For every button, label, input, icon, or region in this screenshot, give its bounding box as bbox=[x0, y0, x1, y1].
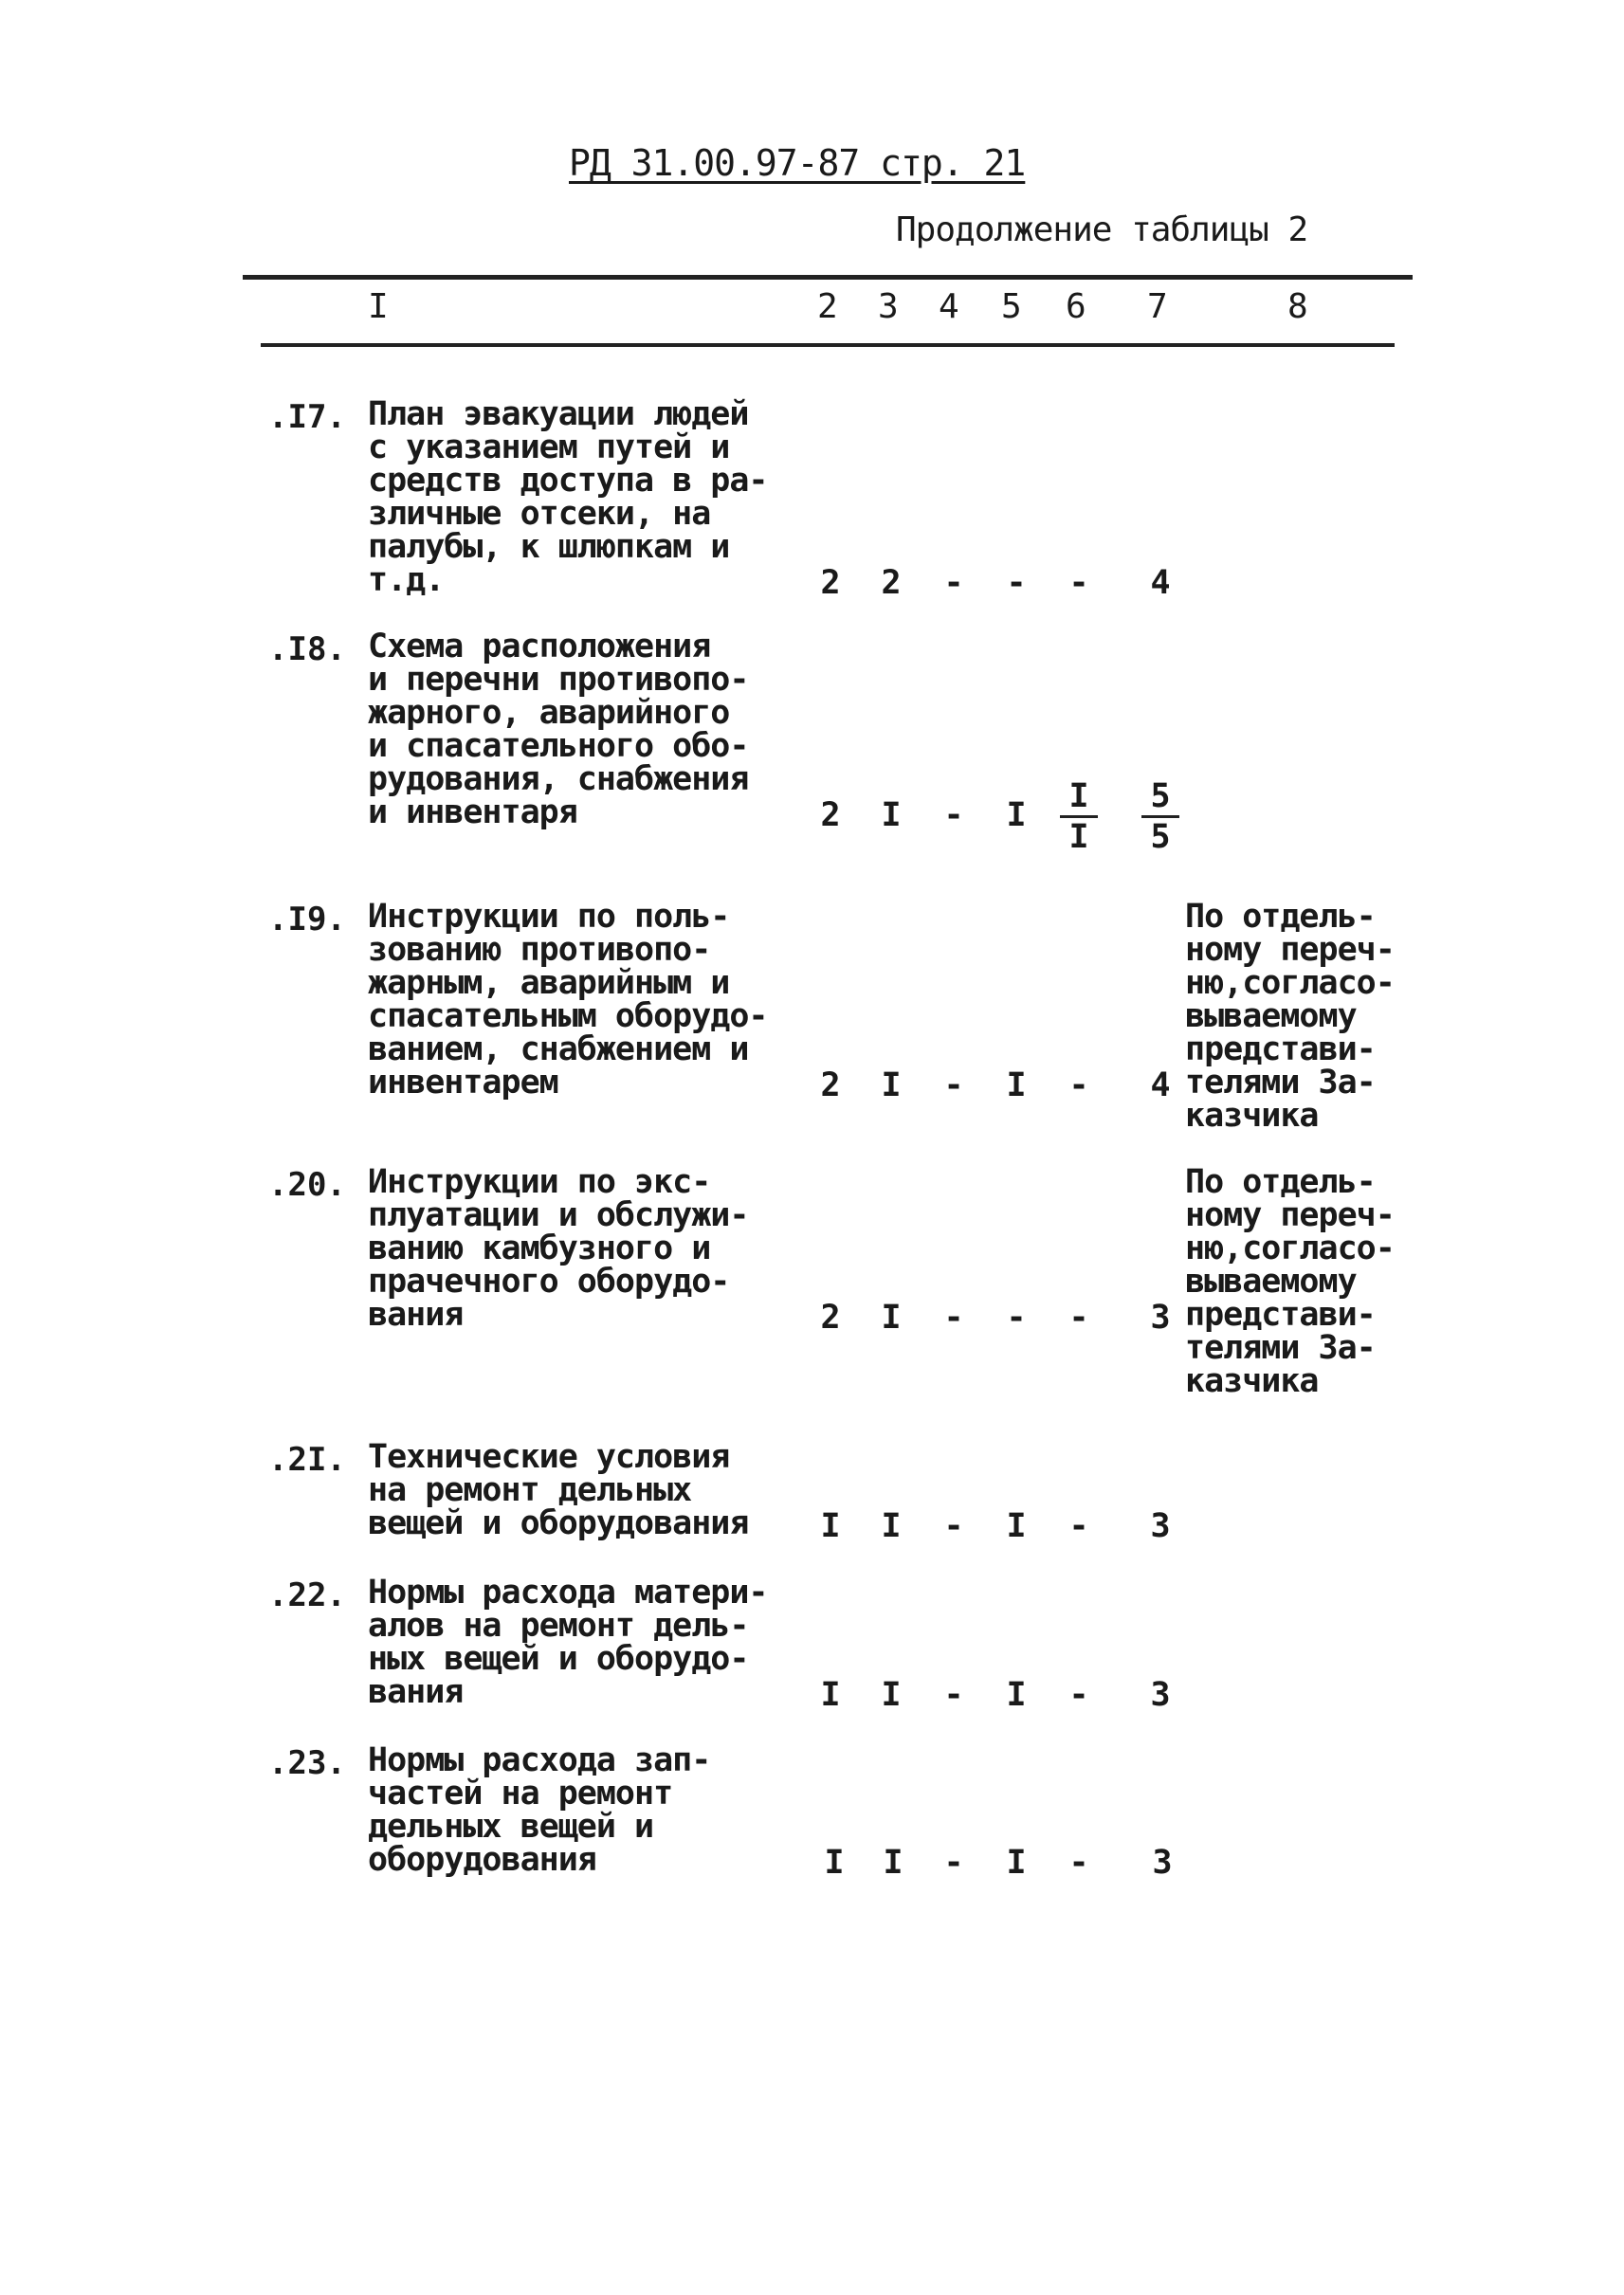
cell-col-6: - bbox=[1068, 1507, 1089, 1545]
cell-col-5: I bbox=[1006, 796, 1027, 834]
row-number: .23. bbox=[268, 1744, 346, 1782]
row-title: Схема расположения и перечни противопо- жарного, аварийного и спасательного обо- рудования, снабжения и инвентаря bbox=[368, 628, 749, 831]
row-number: .22. bbox=[268, 1576, 346, 1614]
cell-col-4: - bbox=[943, 1507, 964, 1545]
cell-col-5: - bbox=[1006, 564, 1027, 602]
document-ref: РД 31.00.97-87 стр. 21 bbox=[569, 142, 1026, 184]
row-title: План эвакуации людей с указанием путей и средств доступа в ра- зличные отсеки, на палубы, к шлюпкам и т.д. bbox=[368, 395, 768, 599]
row-number: .20. bbox=[268, 1166, 346, 1204]
cell-col-7: 3 bbox=[1150, 1299, 1171, 1337]
table-header-rule bbox=[261, 343, 1395, 347]
cell-col-6: - bbox=[1068, 1066, 1089, 1104]
cell-col-5: I bbox=[1006, 1507, 1027, 1545]
cell-col-7: 3 bbox=[1150, 1507, 1171, 1545]
header-col-1: I bbox=[368, 287, 389, 326]
cell-col-6-bottom: I bbox=[1068, 818, 1089, 856]
cell-col-4: - bbox=[943, 1066, 964, 1104]
header-col-4: 4 bbox=[939, 287, 959, 326]
row-number: .I9. bbox=[268, 901, 346, 938]
cell-col-5: I bbox=[1006, 1844, 1027, 1882]
header-col-3: 3 bbox=[878, 287, 899, 326]
cell-col-7: 3 bbox=[1150, 1676, 1171, 1714]
cell-col-2: 2 bbox=[820, 1299, 841, 1337]
row-number: .I7. bbox=[268, 398, 346, 436]
cell-col-6-fraction bbox=[1060, 777, 1098, 856]
cell-col-6: - bbox=[1068, 1299, 1089, 1337]
header-col-8: 8 bbox=[1287, 287, 1308, 326]
header-col-6: 6 bbox=[1066, 287, 1086, 326]
table-continuation-label: Продолжение таблицы 2 bbox=[896, 210, 1308, 249]
cell-col-3: 2 bbox=[881, 564, 902, 602]
cell-col-4: - bbox=[943, 1844, 964, 1882]
cell-col-3: I bbox=[883, 1844, 903, 1882]
header-col-2: 2 bbox=[817, 287, 838, 326]
cell-col-4: - bbox=[943, 564, 964, 602]
cell-col-5: I bbox=[1006, 1066, 1027, 1104]
row-title: Инструкции по экс- плуатации и обслужи- ванию камбузного и прачечного оборудо- вания bbox=[368, 1163, 749, 1334]
cell-col-8-note: По отдель- ному переч- ню,согласо- вываемому представи- телями За- казчика bbox=[1185, 1163, 1395, 1400]
cell-col-7: 4 bbox=[1150, 1066, 1171, 1104]
cell-col-7-bottom: 5 bbox=[1150, 818, 1171, 856]
cell-col-2: 2 bbox=[820, 1066, 841, 1104]
table-top-rule bbox=[243, 275, 1413, 280]
cell-col-4: - bbox=[943, 796, 964, 834]
row-title: Инструкции по поль- зованию противопо- жарным, аварийным и спасательным оборудо- ванием, снабжением и инвентарем bbox=[368, 898, 768, 1102]
row-number: .2I. bbox=[268, 1441, 346, 1479]
cell-col-6: - bbox=[1068, 1844, 1089, 1882]
cell-col-5: - bbox=[1006, 1299, 1027, 1337]
cell-col-3: I bbox=[881, 1676, 902, 1714]
cell-col-5: I bbox=[1006, 1676, 1027, 1714]
cell-col-4: - bbox=[943, 1676, 964, 1714]
row-title: Нормы расхода матери- алов на ремонт дель- ных вещей и оборудо- вания bbox=[368, 1574, 768, 1711]
cell-col-2: 2 bbox=[820, 564, 841, 602]
cell-col-3: I bbox=[881, 1066, 902, 1104]
cell-col-7: 4 bbox=[1150, 564, 1171, 602]
cell-col-2: I bbox=[824, 1844, 845, 1882]
cell-col-2: 2 bbox=[820, 796, 841, 834]
cell-col-6-top: I bbox=[1060, 777, 1098, 818]
cell-col-7-top: 5 bbox=[1141, 777, 1179, 818]
cell-col-3: I bbox=[881, 1507, 902, 1545]
header-col-7: 7 bbox=[1147, 287, 1168, 326]
cell-col-4: - bbox=[943, 1299, 964, 1337]
row-title: Технические условия на ремонт дельных вещей и оборудования bbox=[368, 1438, 749, 1542]
cell-col-6: - bbox=[1068, 1676, 1089, 1714]
row-number: .I8. bbox=[268, 630, 346, 668]
cell-col-6: - bbox=[1068, 564, 1089, 602]
row-title: Нормы расхода зап- частей на ремонт дельных вещей и оборудования bbox=[368, 1741, 711, 1879]
cell-col-2: I bbox=[820, 1507, 841, 1545]
cell-col-3: I bbox=[881, 1299, 902, 1337]
cell-col-7-fraction bbox=[1141, 777, 1179, 856]
cell-col-2: I bbox=[820, 1676, 841, 1714]
cell-col-3: I bbox=[881, 796, 902, 834]
header-col-5: 5 bbox=[1001, 287, 1022, 326]
cell-col-7: 3 bbox=[1152, 1844, 1173, 1882]
cell-col-8-note: По отдель- ному переч- ню,согласо- вываемому представи- телями За- казчика bbox=[1185, 898, 1395, 1135]
